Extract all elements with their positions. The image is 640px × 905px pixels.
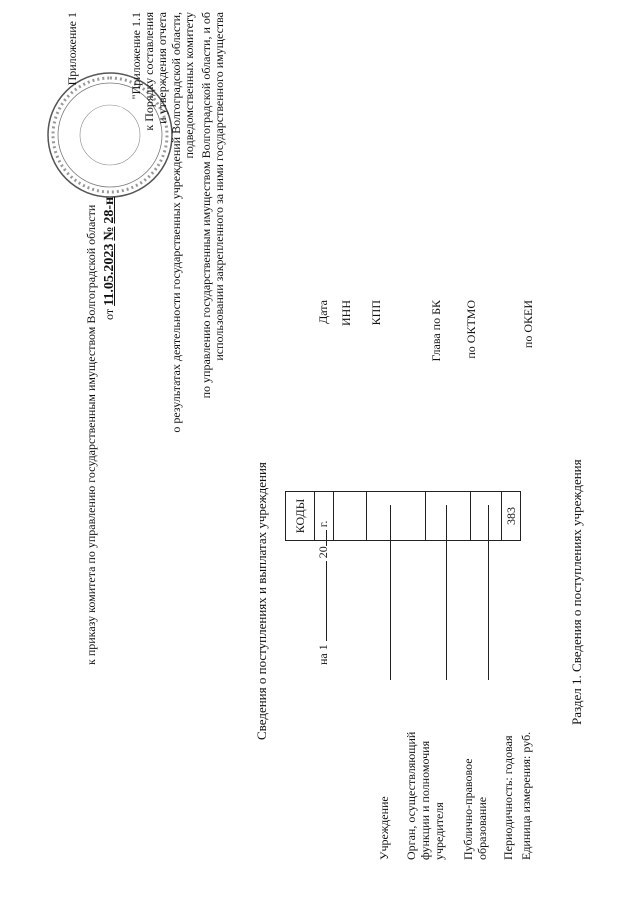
appendix-number: 28-н <box>102 196 117 224</box>
section-title: Раздел 1. Сведения о поступлениях учреждения <box>569 459 584 725</box>
label-kpp: КПП <box>369 300 383 326</box>
order-ref-line4: о результатах деятельности государственных учреждений Волгоградской области, <box>169 12 183 433</box>
code-kpp-cell <box>367 492 426 541</box>
order-ref-line3: и утверждения отчета <box>155 12 169 124</box>
code-okei-cell: 383 <box>502 492 521 541</box>
appendix-date-line <box>103 197 116 320</box>
report-year-prefix: 20 <box>316 546 330 559</box>
appendix-date-prefix: от <box>102 308 116 320</box>
field-organ-line2: функции и полномочия <box>418 740 432 860</box>
report-date-line <box>317 521 330 665</box>
code-inn-cell <box>334 492 367 541</box>
code-glava-bk-cell <box>426 492 471 541</box>
code-oktmo-cell <box>471 492 502 541</box>
appendix-line2: к приказу комитета по управлению государственным имуществом Волгоградской области <box>84 204 98 665</box>
order-ref-line5: подведомственных комитету <box>182 12 196 159</box>
field-organ-line[interactable] <box>446 505 447 680</box>
field-ppo-line1: Публично-правовое <box>461 758 475 860</box>
label-glava-bk: Глава по БК <box>429 300 443 362</box>
label-date: Дата <box>316 300 330 324</box>
appendix-number-sign: № <box>102 226 117 241</box>
label-oktmo: по ОКТМО <box>464 300 478 359</box>
field-unit: Единица измерения: руб. <box>519 731 533 860</box>
order-ref-line2: к Порядку составления <box>142 12 156 131</box>
field-institution: Учреждение <box>377 796 391 860</box>
report-year-suffix: г. <box>316 520 330 528</box>
label-inn: ИНН <box>339 300 353 326</box>
codes-header: КОДЫ <box>286 492 315 541</box>
field-organ-line1: Орган, осуществляющий <box>404 731 418 860</box>
report-year-blank[interactable] <box>326 530 327 546</box>
field-ppo-line2: образование <box>475 796 489 860</box>
field-organ-line3: учредителя <box>432 802 446 860</box>
report-date-blank[interactable] <box>326 561 327 641</box>
order-ref-line1: "Приложение 1.1 <box>129 12 143 100</box>
field-periodicity: Периодичность: годовая <box>501 735 515 860</box>
field-ppo-line[interactable] <box>488 505 489 680</box>
form-title: Сведения о поступлениях и выплатах учреждения <box>254 462 269 740</box>
label-okei: по ОКЕИ <box>521 300 535 349</box>
order-ref-line7: использовании закрепленного за ними государственного имущества <box>212 12 226 361</box>
appendix-line1: Приложение 1 <box>65 12 79 86</box>
field-institution-line[interactable] <box>390 505 391 680</box>
appendix-date: 11.05.2023 <box>102 243 117 306</box>
report-date-prefix: на 1 <box>316 644 330 665</box>
order-ref-line6: по управлению государственным имуществом Волгоградской области, и об <box>199 12 213 399</box>
